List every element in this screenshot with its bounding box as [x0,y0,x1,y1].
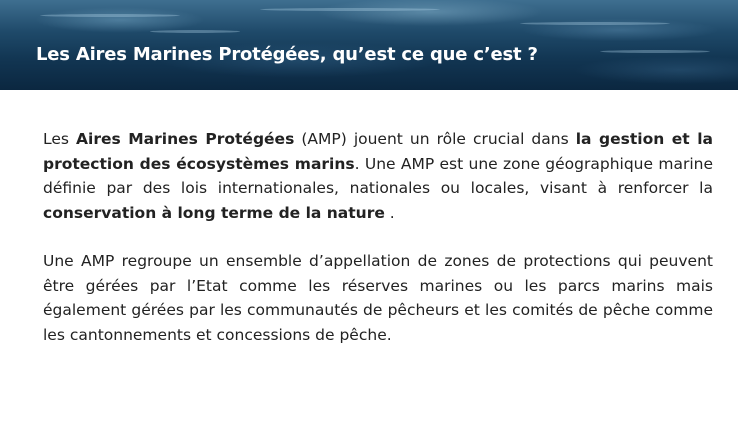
wave-highlight [260,8,440,11]
text-segment: . Une AMP est une zone géographique marine définie par des lois internationales, nationales ou locales, visant à renforcer la [43,154,713,198]
wave-highlight [600,50,710,53]
paragraph-details: Une AMP regroupe un ensemble d’appellation de zones de protections qui peuvent être gérées par l’Etat comme les réserves marines ou les parcs marins mais également gérées par les communautés de pêcheurs et les comités de pêche comme les cantonnements et concessions de pêche. [43,251,713,344]
wave-highlight [150,30,240,33]
text-segment: . [384,204,395,223]
body-text [43,127,713,348]
text-segment: Les [43,130,77,148]
bold-term: conservation à long terme de la nature [43,204,385,223]
wave-highlight [40,14,180,17]
paragraph-intro [43,127,713,226]
bold-term: Aires Marines Protégées [76,130,295,148]
ocean-banner-image [0,0,738,90]
wave-highlight [520,22,670,25]
text-segment: (AMP) jouent un rôle crucial dans [294,130,576,148]
bold-term: la gestion et la protection des écosystèmes marins [43,130,713,173]
slide-title: Les Aires Marines Protégées, qu’est ce que c’est ? [36,44,538,65]
